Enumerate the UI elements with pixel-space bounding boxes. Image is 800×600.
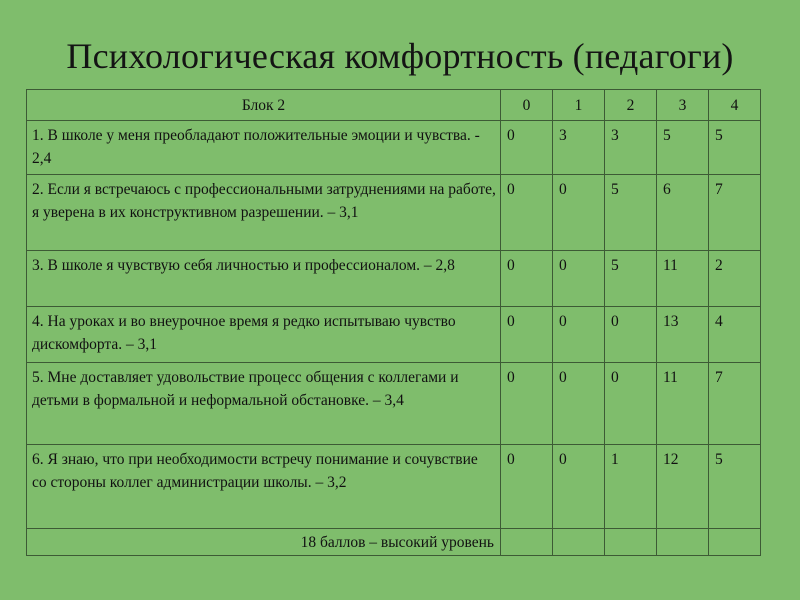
table-row bbox=[27, 121, 761, 175]
empty-cell bbox=[657, 529, 709, 556]
value-cell: 6 bbox=[657, 175, 709, 251]
value-cell: 0 bbox=[553, 307, 605, 363]
value-cell: 5 bbox=[709, 445, 761, 529]
value-cell: 4 bbox=[709, 307, 761, 363]
value-cell: 0 bbox=[501, 175, 553, 251]
value-cell: 7 bbox=[709, 175, 761, 251]
block-header: Блок 2 bbox=[27, 90, 501, 121]
table-header-row bbox=[27, 90, 761, 121]
table-row bbox=[27, 363, 761, 445]
empty-cell bbox=[553, 529, 605, 556]
statement-cell: 3. В школе я чувствую себя личностью и профессионалом. – 2,8 bbox=[27, 251, 501, 307]
statement-cell: 4. На уроках и во внеурочное время я редко испытываю чувство дискомфорта. – 3,1 bbox=[27, 307, 501, 363]
score-header-1: 1 bbox=[553, 90, 605, 121]
value-cell: 0 bbox=[553, 445, 605, 529]
value-cell: 5 bbox=[657, 121, 709, 175]
value-cell: 5 bbox=[605, 251, 657, 307]
summary-cell: 18 баллов – высокий уровень bbox=[27, 529, 501, 556]
value-cell: 11 bbox=[657, 251, 709, 307]
value-cell: 5 bbox=[605, 175, 657, 251]
value-cell: 11 bbox=[657, 363, 709, 445]
value-cell: 13 bbox=[657, 307, 709, 363]
score-header-0: 0 bbox=[501, 90, 553, 121]
value-cell: 0 bbox=[501, 307, 553, 363]
statement-cell: 1. В школе у меня преобладают положительные эмоции и чувства. - 2,4 bbox=[27, 121, 501, 175]
value-cell: 1 bbox=[605, 445, 657, 529]
empty-cell bbox=[709, 529, 761, 556]
statement-cell: 2. Если я встречаюсь с профессиональными затруднениями на работе, я уверена в их конструктивном разрешении. – 3,1 bbox=[27, 175, 501, 251]
value-cell: 0 bbox=[501, 363, 553, 445]
value-cell: 5 bbox=[709, 121, 761, 175]
value-cell: 2 bbox=[709, 251, 761, 307]
table-row bbox=[27, 307, 761, 363]
table-row bbox=[27, 175, 761, 251]
value-cell: 3 bbox=[605, 121, 657, 175]
statement-cell: 6. Я знаю, что при необходимости встречу понимание и сочувствие со стороны коллег администрации школы. – 3,2 bbox=[27, 445, 501, 529]
statement-cell: 5. Мне доставляет удовольствие процесс общения с коллегами и детьми в формальной и неформальной обстановке. – 3,4 bbox=[27, 363, 501, 445]
value-cell: 0 bbox=[553, 251, 605, 307]
value-cell: 0 bbox=[501, 445, 553, 529]
value-cell: 0 bbox=[501, 251, 553, 307]
value-cell: 0 bbox=[501, 121, 553, 175]
value-cell: 7 bbox=[709, 363, 761, 445]
empty-cell bbox=[501, 529, 553, 556]
empty-cell bbox=[605, 529, 657, 556]
value-cell: 0 bbox=[553, 363, 605, 445]
value-cell: 3 bbox=[553, 121, 605, 175]
value-cell: 0 bbox=[605, 363, 657, 445]
score-header-2: 2 bbox=[605, 90, 657, 121]
table-row bbox=[27, 251, 761, 307]
value-cell: 0 bbox=[553, 175, 605, 251]
value-cell: 0 bbox=[605, 307, 657, 363]
summary-row bbox=[27, 529, 761, 556]
value-cell: 12 bbox=[657, 445, 709, 529]
survey-table bbox=[26, 89, 761, 556]
page-title: Психологическая комфортность (педагоги) bbox=[66, 36, 734, 76]
score-header-3: 3 bbox=[657, 90, 709, 121]
table-row bbox=[27, 445, 761, 529]
score-header-4: 4 bbox=[709, 90, 761, 121]
